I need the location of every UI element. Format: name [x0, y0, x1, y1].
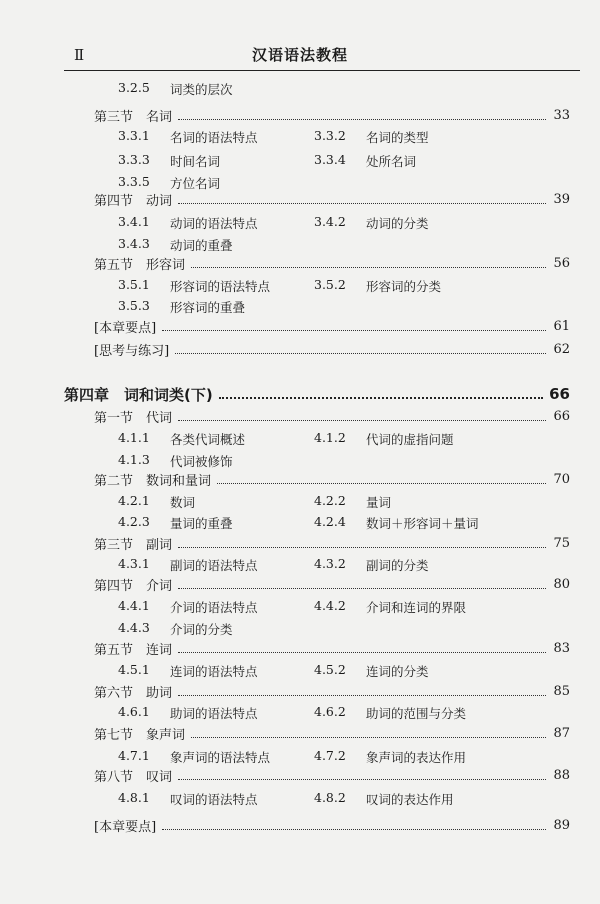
- toc-subitem[interactable]: 4.1.3 代词被修饰: [118, 452, 233, 469]
- toc-subitem[interactable]: 3.5.2 形容词的分类: [314, 277, 442, 294]
- toc-section[interactable]: 第七节 象声词 87: [94, 725, 570, 743]
- toc-subitem[interactable]: 4.5.1 连词的语法特点: [118, 662, 258, 679]
- toc-subitem[interactable]: 3.3.5 方位名词: [118, 174, 221, 191]
- toc-subitem[interactable]: 3.5.1 形容词的语法特点: [118, 277, 271, 294]
- toc-section[interactable]: 第二节 数词和量词 70: [94, 471, 570, 489]
- toc-subitem[interactable]: 4.4.2 介词和连词的界限: [314, 598, 467, 615]
- toc-subitem[interactable]: 3.4.2 动词的分类: [314, 214, 429, 231]
- toc-section[interactable]: 第五节 形容词 56: [94, 255, 570, 273]
- toc-subitem[interactable]: 4.2.2 量词: [314, 493, 392, 510]
- toc-subitem[interactable]: 4.7.2 象声词的表达作用: [314, 748, 467, 765]
- toc-subitem[interactable]: 4.8.2 叹词的表达作用: [314, 790, 454, 807]
- toc-subitem[interactable]: 4.3.1 副词的语法特点: [118, 556, 258, 573]
- toc-section[interactable]: 第六节 助词 85: [94, 683, 570, 701]
- toc-subitem[interactable]: 4.6.1 助词的语法特点: [118, 704, 258, 721]
- toc-exercises[interactable]: [思考与练习] 62: [94, 341, 570, 359]
- toc-key-points[interactable]: [本章要点] 61: [94, 318, 570, 336]
- toc-section[interactable]: 第三节 名词 33: [94, 107, 570, 125]
- toc-subitem[interactable]: 3.3.1 名词的语法特点: [118, 128, 258, 145]
- toc-section[interactable]: 第四节 介词 80: [94, 576, 570, 594]
- toc-subitem[interactable]: 3.4.1 动词的语法特点: [118, 214, 258, 231]
- toc-subitem[interactable]: 3.3.2 名词的类型: [314, 128, 429, 145]
- toc-section[interactable]: 第五节 连词 83: [94, 640, 570, 658]
- toc-chapter[interactable]: 第四章 词和词类(下) 66: [64, 385, 570, 404]
- toc-subitem[interactable]: 4.1.1 各类代词概述: [118, 430, 246, 447]
- toc-section[interactable]: 第四节 动词 39: [94, 191, 570, 209]
- toc-section[interactable]: 第一节 代词 66: [94, 408, 570, 426]
- toc-subitem[interactable]: 4.2.3 量词的重叠: [118, 514, 233, 531]
- toc-subitem[interactable]: 4.3.2 副词的分类: [314, 556, 429, 573]
- book-title: 汉语语法教程: [251, 46, 348, 64]
- toc-subitem[interactable]: 4.4.1 介词的语法特点: [118, 598, 258, 615]
- toc-subitem[interactable]: 4.7.1 象声词的语法特点: [118, 748, 271, 765]
- toc-subitem[interactable]: 4.2.1 数词: [118, 493, 196, 510]
- toc-section[interactable]: 第三节 副词 75: [94, 535, 570, 553]
- toc-subitem[interactable]: 3.3.3 时间名词: [118, 152, 221, 169]
- toc-subitem[interactable]: 3.4.3 动词的重叠: [118, 236, 233, 253]
- toc-subitem[interactable]: 3.2.5 词类的层次: [118, 80, 233, 97]
- toc-subitem[interactable]: 4.2.4 数词＋形容词＋量词: [314, 514, 479, 531]
- toc-subitem[interactable]: 4.4.3 介词的分类: [118, 620, 233, 637]
- toc-subitem[interactable]: 3.3.4 处所名词: [314, 152, 417, 169]
- page-number: Ⅱ: [74, 46, 85, 64]
- toc-subitem[interactable]: 3.5.3 形容词的重叠: [118, 298, 246, 315]
- toc-subitem[interactable]: 4.1.2 代词的虚指问题: [314, 430, 454, 447]
- toc-section[interactable]: 第八节 叹词 88: [94, 767, 570, 785]
- toc-subitem[interactable]: 4.5.2 连词的分类: [314, 662, 429, 679]
- toc-subitem[interactable]: 4.8.1 叹词的语法特点: [118, 790, 258, 807]
- toc-key-points[interactable]: [本章要点] 89: [94, 817, 570, 835]
- toc-subitem[interactable]: 4.6.2 助词的范围与分类: [314, 704, 467, 721]
